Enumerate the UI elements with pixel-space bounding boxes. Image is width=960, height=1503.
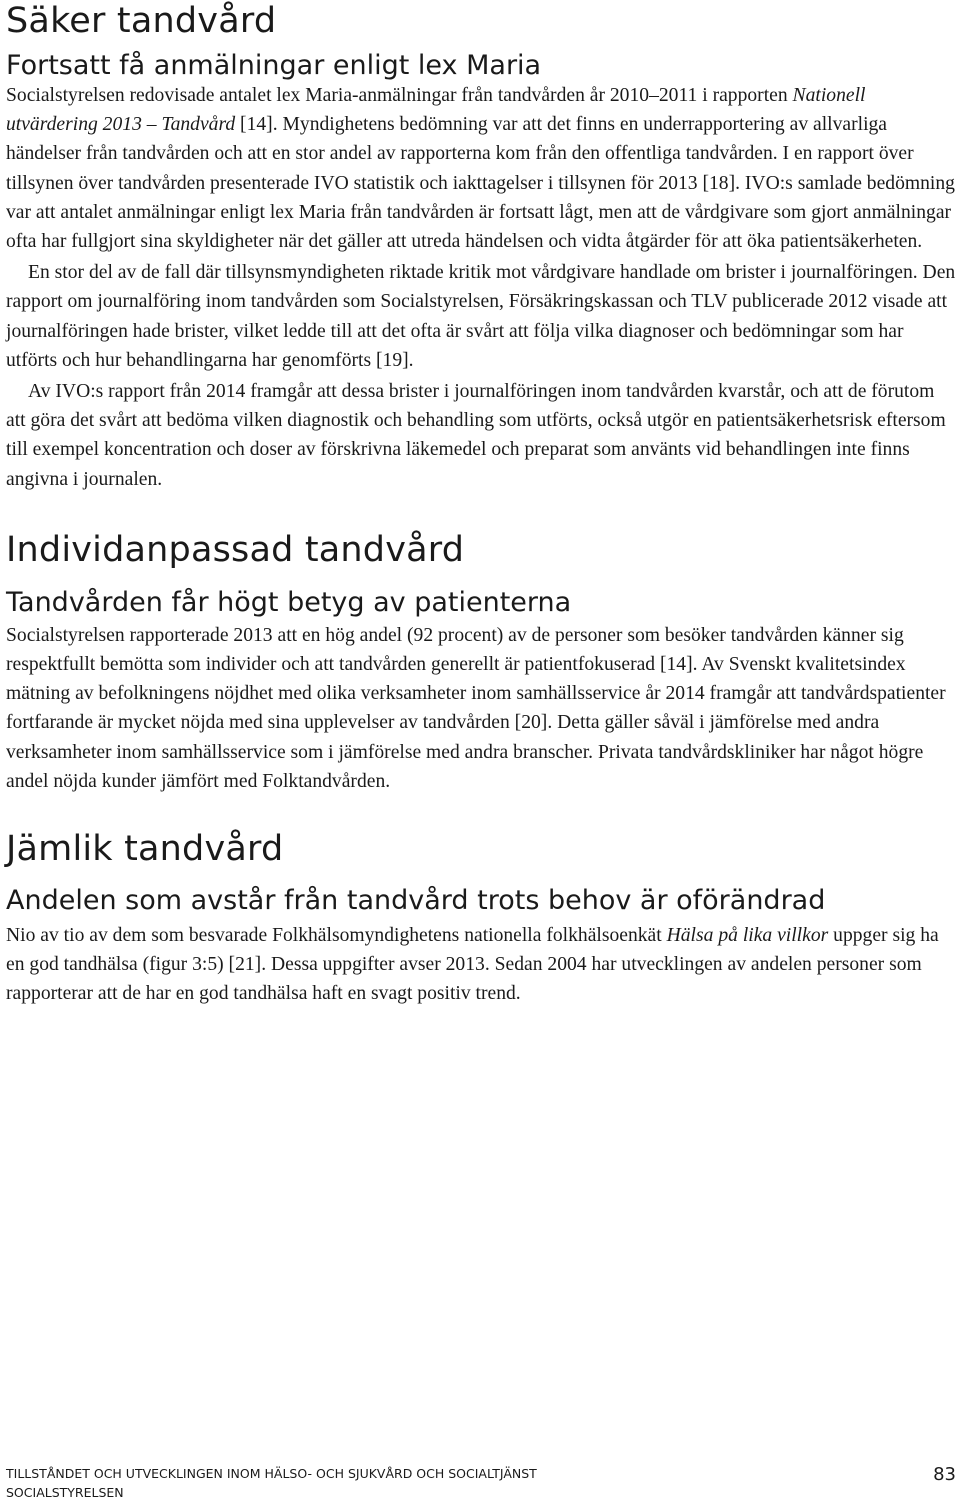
paragraph-lex-maria <box>6 81 956 256</box>
subheading-hogt-betyg: Tandvården får högt betyg av patienterna <box>6 586 572 618</box>
report-title-italic: Nationell utvärdering 2013 – Tandvård <box>6 85 866 136</box>
footer-report-title: TILLSTÅNDET OCH UTVECKLINGEN INOM HÄLSO- OCH SJUKVÅRD OCH SOCIALTJÄNST <box>6 1466 537 1481</box>
paragraph-tandhalsa <box>6 921 956 1009</box>
text-run: Socialstyrelsen redovisade antalet lex Maria-anmälningar från tandvården år 2010–2011 i rapporten <box>6 85 793 106</box>
paragraph-journalforing: En stor del av de fall där tillsynsmyndigheten riktade kritik mot vårdgivare handlade om brister i journalföringen. Den rapport om journalföring inom tandvården som Socialstyrelsen, Försäkringskassan och TLV publicerade 2012 visade att journalföringen hade brister, vilket ledde till att det ofta är svårt att följa vilka diagnoser och bedömningar som har utförts och hur behandlingarna har genomförts [19]. <box>6 262 956 371</box>
section-heading-saker-tandvard: Säker tandvård <box>6 1 277 41</box>
document-page <box>6 0 956 1009</box>
page-number: 83 <box>933 1464 956 1485</box>
subheading-lex-maria: Fortsatt få anmälningar enligt lex Maria <box>6 50 542 81</box>
text-run: Nio av tio av dem som besvarade Folkhälsomyndighetens nationella folkhälsoenkät <box>6 925 667 947</box>
subheading-avstar-tandvard: Andelen som avstår från tandvård trots behov är oförändrad <box>6 885 826 917</box>
survey-title-italic: Hälsa på lika villkor <box>666 925 829 947</box>
footer-publisher: SOCIALSTYRELSEN <box>6 1485 124 1500</box>
text-run: uppger sig ha en god tandhälsa (figur 3:5) [21]. Dessa uppgifter avser 2013. Sedan 2004 har utvecklingen av andelen personer som rapporterar att de har en god tandhälsa haft en svagt positiv trend. <box>6 925 939 1005</box>
paragraph-patientnojdhet: Socialstyrelsen rapporterade 2013 att en hög andel (92 procent) av de personer som besöker tandvården känner sig respektfullt bemötta som individer och att tandvården generellt är patientfokuserad [14]. Av Svenskt kvalitetsindex mätning av befolkningens nöjdhet med olika verksamheter inom samhällsservice år 2014 framgår att tandvårdspatienter fortfarande är mycket nöjda med sina upplevelser av tandvården [20]. Detta gäller såväl i jämförelse med andra verksamheter inom samhällsservice som i jämförelse med andra branscher. Privata tandvårdskliniker har något högre andel nöjda kunder jämfört med Folktandvården. <box>6 624 946 792</box>
section-heading-individanpassad: Individanpassad tandvård <box>6 529 465 570</box>
page-footer <box>6 1464 956 1502</box>
text-run: [14]. Myndighetens bedömning var att det finns en underrapportering av allvarliga händelser från tandvården och att en stor andel av rapporterna kom från den offentliga tandvården. I en rapport över tillsynen över tandvården presenterade IVO statistik och iakttagelser i tillsynen för 2013 [18]. IVO:s samlade bedömning var att antalet anmälningar enligt lex Maria från tandvården är fortsatt lågt, men att de vårdgivare som gjort anmälningar ofta har fullgjort sina skyldigheter när det gäller att utreda händelsen och vidta åtgärder för att öka patientsäkerheten. <box>6 114 955 253</box>
section-heading-jamlik: Jämlik tandvård <box>6 829 284 870</box>
paragraph-ivo-rapport: Av IVO:s rapport från 2014 framgår att dessa brister i journalföringen inom tandvården kvarstår, och att de förutom att göra det svårt att bedöma vilken diagnostik och behandling som utförts, också utgör en patientsäkerhetsrisk eftersom till exempel koncentration och doser av förskrivna läkemedel och preparat som använts vid behandlingen inte finns angivna i journalen. <box>6 381 946 490</box>
